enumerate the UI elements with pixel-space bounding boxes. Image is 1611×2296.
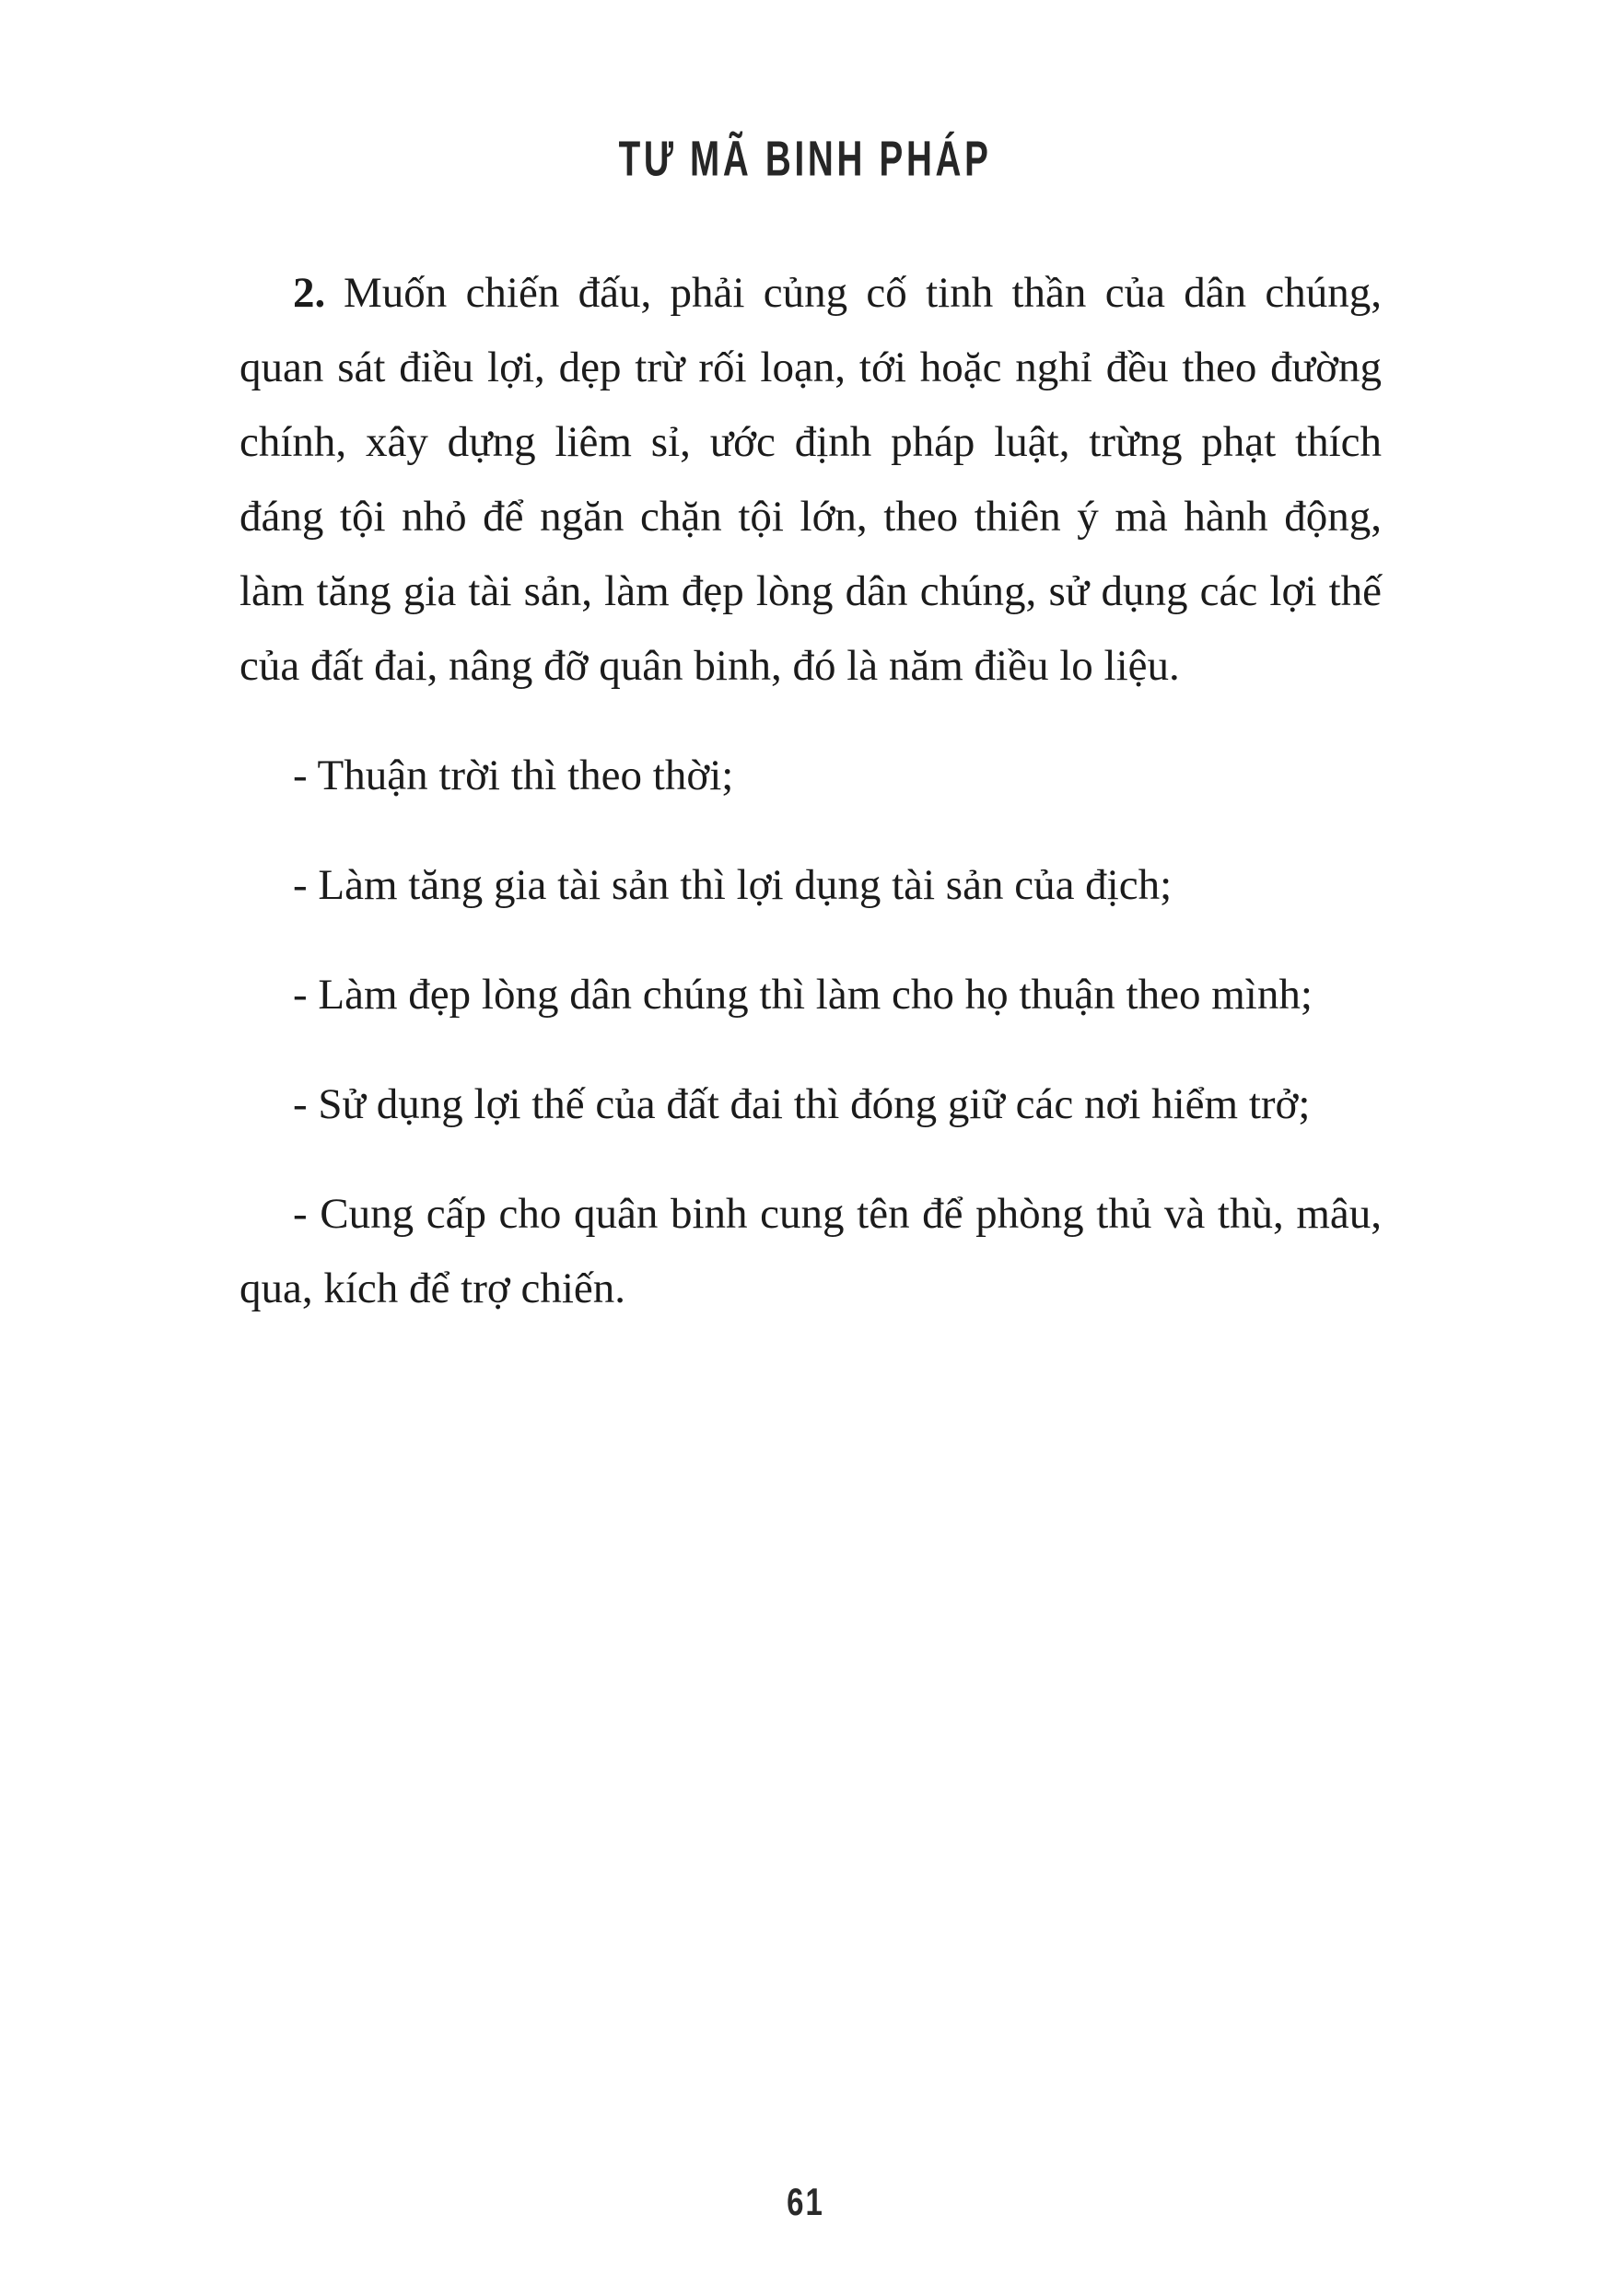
page-body	[239, 256, 1382, 1361]
paragraph-number: 2.	[293, 269, 326, 317]
paragraph-2	[239, 256, 1382, 704]
page-number: 61	[787, 2180, 824, 2223]
bullet-item: - Sử dụng lợi thế của đất đai thì đóng giữ các nơi hiểm trở;	[293, 1080, 1311, 1128]
bullet-item: - Làm tăng gia tài sản thì lợi dụng tài sản của địch;	[293, 861, 1173, 909]
bullet-item: - Làm đẹp lòng dân chúng thì làm cho họ thuận theo mình;	[293, 971, 1313, 1019]
bullet-item: - Cung cấp cho quân binh cung tên để phòng thủ và thù, mâu, qua, kích để trợ chiến.	[239, 1190, 1382, 1312]
paragraph-text: Muốn chiến đấu, phải củng cố tinh thần của dân chúng, quan sát điều lợi, dẹp trừ rối loạn, tới hoặc nghỉ đều theo đường chính, xây dựng liêm sỉ, ước định pháp luật, trừng phạt thích đáng tội nhỏ để ngăn chặn tội lớn, theo thiên ý mà hành động, làm tăng gia tài sản, làm đẹp lòng dân chúng, sử dụng các lợi thế của đất đai, nâng đỡ quân binh, đó là năm điều lo liệu.	[239, 269, 1382, 690]
page-footer	[0, 2180, 1611, 2224]
page-header	[0, 131, 1611, 187]
running-head-title: TƯ MÃ BINH PHÁP	[619, 131, 992, 187]
bullet-item: - Thuận trời thì theo thời;	[293, 752, 734, 799]
